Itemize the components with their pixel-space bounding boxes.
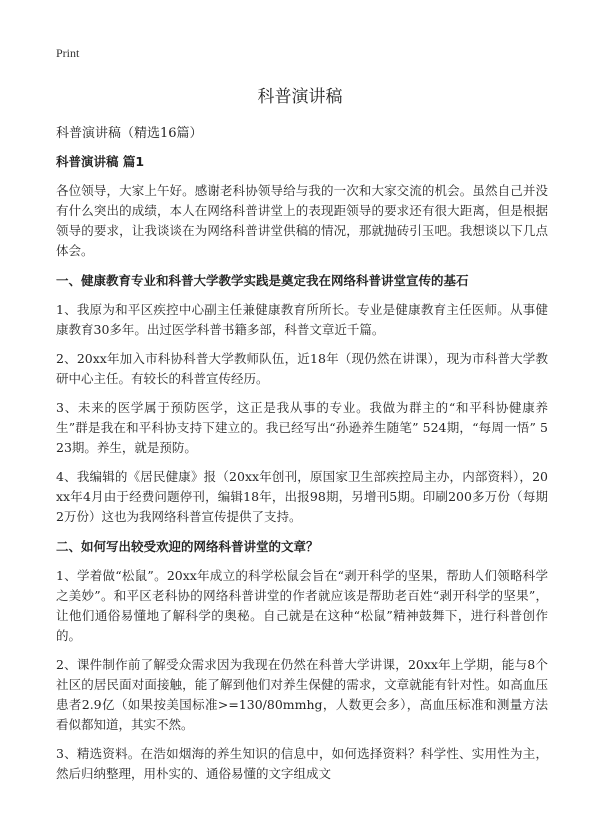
print-link[interactable]: Print [56, 46, 80, 60]
paragraph-2-3: 3、精选资料。在浩如烟海的养生知识的信息中，如何选择资料？科学性、实用性为主，然后归纳整理，用朴实的、通俗易懂的文字组成文 [56, 746, 548, 781]
document-subtitle: 科普演讲稿（精选16篇） [56, 126, 203, 141]
section-heading-2: 二、如何写出较受欢迎的网络科普讲堂的文章？ [56, 539, 319, 554]
paragraph-1-2: 2、20xx年加入市科协科普大学教师队伍，近18年（现仍然在讲课），现为市科普大学教研中心主任。有较长的科普宣传经历。 [56, 351, 548, 386]
paragraph-2-2: 2、课件制作前了解受众需求因为我现在仍然在科普大学讲课，20xx年上学期，能与8个社区的居民面对面接触，能了解到他们对养生保健的需求，文章就能有针对性。如高血压患者2.9亿（如果按美国标准>=130/80mmhg，人数更会多），高血压标准和测量方法看似都知道，其实不然。 [56, 657, 548, 732]
intro-paragraph: 各位领导，大家上午好。感谢老科协领导给与我的一次和大家交流的机会。虽然自己并没有什么突出的成绩，本人在网络科普讲堂上的表现距领导的要求还有很大距离，但是根据领导的要求，让我谈谈在为网络科普讲堂供稿的情况，那就抛砖引玉吧。我想谈以下几点体会。 [56, 183, 548, 258]
section-heading-1: 一、健康教育专业和科普大学教学实践是奠定我在网络科普讲堂宣传的基石 [56, 273, 469, 288]
page-title: 科普演讲稿 [257, 87, 343, 107]
piece-heading: 科普演讲稿 篇1 [56, 154, 145, 169]
article-body [56, 152, 548, 784]
paragraph-2-1: 1、学着做“松鼠”。20xx年成立的科学松鼠会旨在“剥开科学的坚果，帮助人们领略科学之美妙”。和平区老科协的网络科普讲堂的作者就应该是帮助老百姓“剥开科学的坚果”，让他们通俗易懂地了解科学的奥秘。自己就是在这种“松鼠”精神鼓舞下，进行科普创作的。 [56, 568, 548, 643]
paragraph-1-1: 1、我原为和平区疾控中心副主任兼健康教育所所长。专业是健康教育主任医师。从事健康教育30多年。出过医学科普书籍多部，科普文章近千篇。 [56, 302, 548, 337]
paragraph-1-3: 3、未来的医学属于预防医学，这正是我从事的专业。我做为群主的“和平科协健康养生”群是我在和平科协支持下建立的。我已经写出“孙逊养生随笔” 524期，“每周一悟” 523期。养生，就是预防。 [56, 400, 548, 455]
paragraph-1-4: 4、我编辑的《居民健康》报（20xx年创刊，原国家卫生部疾控局主办，内部资料），20xx年4月由于经费问题停刊，编辑18年，出报98期，另增刊5期。印刷200多万份（每期2万份）这也为我网络科普宣传提供了支持。 [56, 469, 548, 524]
